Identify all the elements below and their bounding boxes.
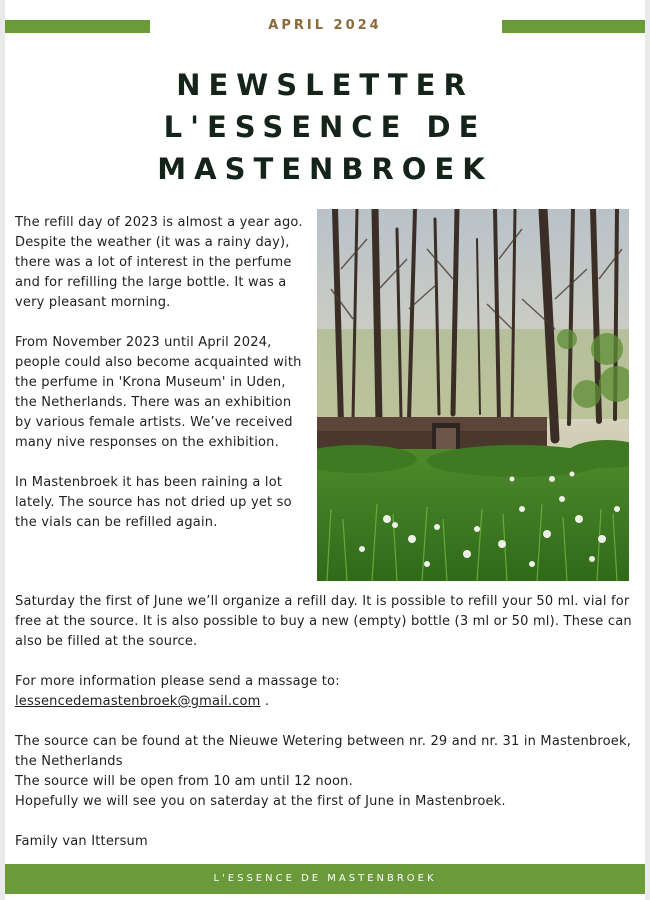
newsletter-title	[5, 64, 645, 190]
forest-photo	[317, 209, 629, 581]
issue-date: APRIL 2024	[268, 18, 382, 33]
contact-intro: For more information please send a massage to:	[15, 674, 340, 689]
paragraph-hours: The source will be open from 10 am until 12 noon.	[15, 774, 353, 789]
title-line-3: MASTENBROEK	[157, 152, 493, 186]
email-link[interactable]: lessencedemastenbroek@gmail.com	[15, 694, 261, 709]
paragraph-rain-source: In Mastenbroek it has been raining a lot lately. The source has not dried up yet so the vials can be refilled again.	[15, 475, 292, 530]
paragraph-refill-day-june: Saturday the first of June we’ll organize a refill day. It is possible to refill your 50 ml. vial for free at the source. It is also possible to buy a new (empty) bottle (3 ml or 50 ml). These can also be filled at the source.	[15, 594, 632, 649]
intro-column	[15, 213, 307, 553]
paragraph-location: The source can be found at the Nieuwe Wetering between nr. 29 and nr. 31 in Mastenbroek, the Netherlands	[15, 734, 632, 769]
email-suffix: .	[260, 694, 270, 709]
main-text	[15, 592, 635, 872]
paragraph-refill-day-2023: The refill day of 2023 is almost a year ago. Despite the weather (it was a rainy day), there was a lot of interest in the perfume and for refilling the large bottle. It was a very pleasant morning.	[15, 215, 303, 310]
signature: Family van Ittersum	[15, 834, 148, 849]
paragraph-krona-museum: From November 2023 until April 2024, people could also become acquainted with the perfume in 'Krona Museum' in Uden, the Netherlands. There was an exhibition by various female artists. We’ve received many nive responses on the exhibition.	[15, 335, 302, 450]
title-line-2: L'ESSENCE DE	[163, 110, 487, 144]
paragraph-contact	[15, 672, 635, 712]
footer-bar: L'ESSENCE DE MASTENBROEK	[5, 864, 645, 894]
title-line-1: NEWSLETTER	[176, 68, 474, 102]
paragraph-hope: Hopefully we will see you on saterday at the first of June in Mastenbroek.	[15, 794, 506, 809]
newsletter-page	[5, 0, 645, 900]
